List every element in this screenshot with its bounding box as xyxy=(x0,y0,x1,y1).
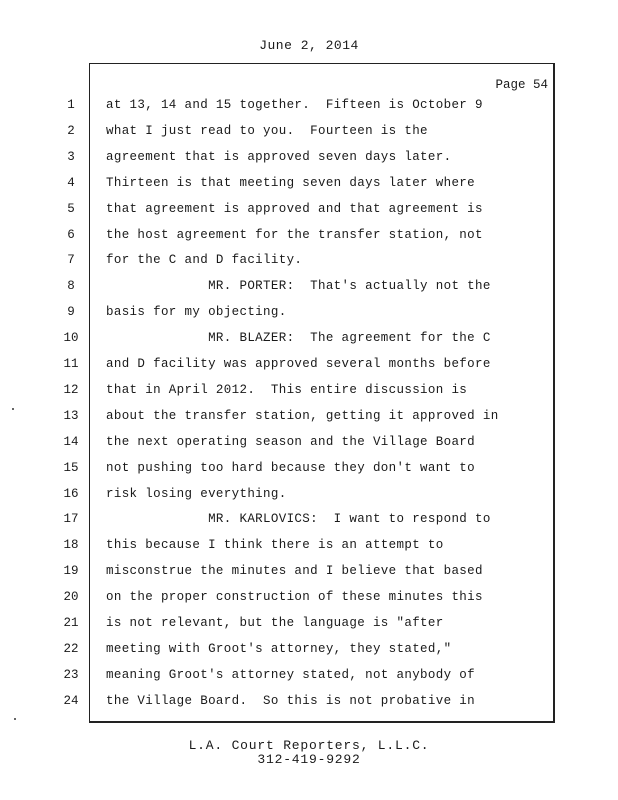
line-text: that agreement is approved and that agreement is xyxy=(106,202,483,216)
line-number: 24 xyxy=(63,694,79,708)
line-number: 21 xyxy=(63,616,79,630)
line-number: 19 xyxy=(63,564,79,578)
line-text: for the C and D facility. xyxy=(106,253,303,267)
line-number: 6 xyxy=(67,228,75,242)
header-date: June 2, 2014 xyxy=(259,38,359,53)
line-text: this because I think there is an attempt to xyxy=(106,538,444,552)
line-text: risk losing everything. xyxy=(106,487,287,501)
line-text: meaning Groot's attorney stated, not anybody of xyxy=(106,668,476,682)
line-text: agreement that is approved seven days later. xyxy=(106,150,452,164)
line-number: 1 xyxy=(67,98,75,112)
line-number: 15 xyxy=(63,461,79,475)
line-text: about the transfer station, getting it approved in xyxy=(106,409,499,423)
page-number: Page 54 xyxy=(495,78,548,92)
line-text: Thirteen is that meeting seven days later where xyxy=(106,176,476,190)
line-number: 22 xyxy=(63,642,79,656)
line-number: 4 xyxy=(67,176,75,190)
scan-speck xyxy=(12,408,14,410)
line-text: not pushing too hard because they don't want to xyxy=(106,461,476,475)
scan-speck xyxy=(14,718,16,720)
line-number: 14 xyxy=(63,435,79,449)
line-number: 23 xyxy=(63,668,79,682)
line-number: 5 xyxy=(67,202,75,216)
line-number: 7 xyxy=(67,253,75,267)
line-text: what I just read to you. Fourteen is the xyxy=(106,124,428,138)
line-number: 13 xyxy=(63,409,79,423)
line-text: at 13, 14 and 15 together. Fifteen is October 9 xyxy=(106,98,483,112)
line-number: 3 xyxy=(67,150,75,164)
line-number: 12 xyxy=(63,383,79,397)
line-number: 11 xyxy=(63,357,79,371)
line-text: basis for my objecting. xyxy=(106,305,287,319)
line-text: the Village Board. So this is not probative in xyxy=(106,694,476,708)
line-number: 9 xyxy=(67,305,75,319)
line-text: is not relevant, but the language is "after xyxy=(106,616,444,630)
line-text: on the proper construction of these minutes this xyxy=(106,590,483,604)
line-text: meeting with Groot's attorney, they stated," xyxy=(106,642,452,656)
line-number: 18 xyxy=(63,538,79,552)
line-number: 20 xyxy=(63,590,79,604)
footer-company: L.A. Court Reporters, L.L.C. xyxy=(188,738,430,753)
line-text: that in April 2012. This entire discussion is xyxy=(106,383,468,397)
line-number: 8 xyxy=(67,279,75,293)
line-number: 17 xyxy=(63,512,79,526)
line-text: and D facility was approved several months before xyxy=(106,357,491,371)
line-number: 2 xyxy=(67,124,75,138)
line-number: 16 xyxy=(63,487,79,501)
line-text: misconstrue the minutes and I believe that based xyxy=(106,564,483,578)
line-number: 10 xyxy=(63,331,79,345)
line-text: MR. BLAZER: The agreement for the C xyxy=(106,331,491,345)
line-text: the next operating season and the Village Board xyxy=(106,435,476,449)
footer-phone: 312-419-9292 xyxy=(257,752,361,767)
line-text: MR. KARLOVICS: I want to respond to xyxy=(106,512,491,526)
line-text: MR. PORTER: That's actually not the xyxy=(106,279,491,293)
line-text: the host agreement for the transfer station, not xyxy=(106,228,483,242)
